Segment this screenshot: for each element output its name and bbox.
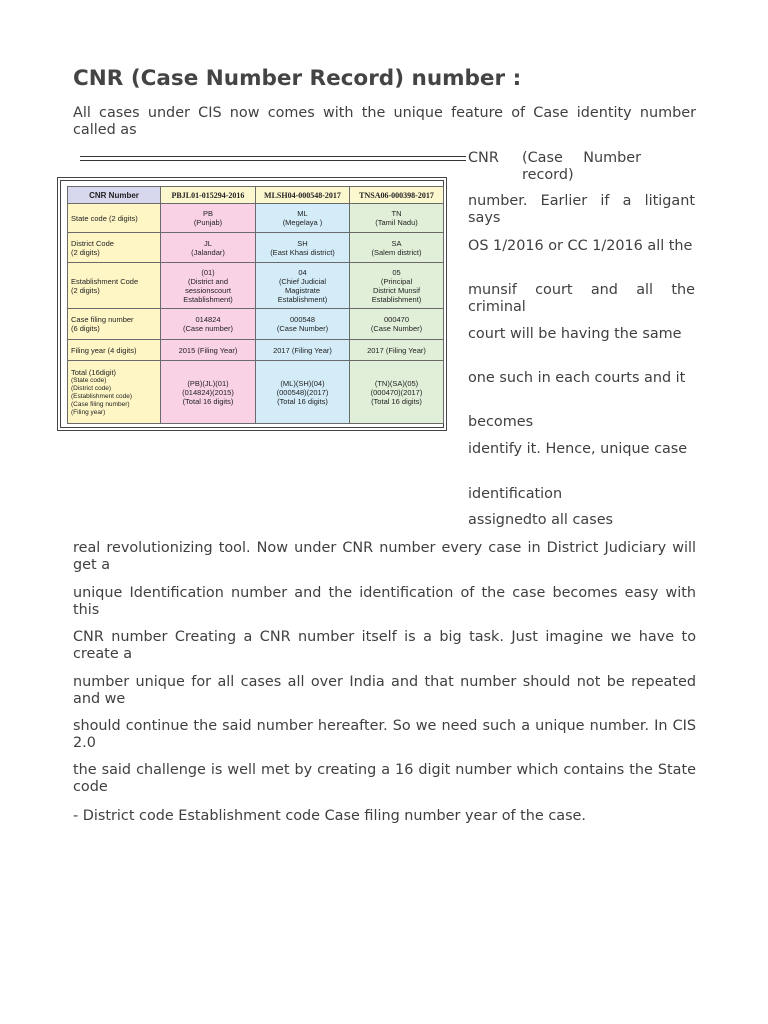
table-cell: 000548 (Case Number) [256, 309, 350, 340]
row-label-cell [68, 361, 161, 424]
body-paragraph: the said challenge is well met by creating a 16 digit number which contains the State code [73, 762, 696, 795]
table-cell: 014824 (Case number) [161, 309, 256, 340]
table-row [68, 204, 444, 233]
cnr-label: CNR [468, 150, 499, 166]
side-paragraph: one such in each courts and it [468, 370, 686, 386]
table-cell: (ML)(SH)(04) (000548)(2017) (Total 16 digits) [256, 361, 350, 424]
body-paragraph: - District code Establishment code Case filing number year of the case. [73, 808, 586, 824]
table-cell: 000470 (Case Number) [350, 309, 444, 340]
row-label: State code (2 digits) [68, 204, 161, 233]
table-cell: TN (Tamil Nadu) [350, 204, 444, 233]
table-row [68, 309, 444, 340]
side-paragraph: court will be having the same [468, 326, 682, 342]
table-row [68, 361, 444, 424]
table-cell: (TN)(SA)(05) (000470)(2017) (Total 16 digits) [350, 361, 444, 424]
table-header: CNR Number [68, 187, 161, 204]
body-paragraph: CNR number Creating a CNR number itself is a big task. Just imagine we have to create a [73, 629, 696, 662]
side-paragraph: munsif court and all the criminal [468, 282, 695, 315]
table-header: MLSH04-000548-2017 [256, 187, 350, 204]
body-paragraph: real revolutionizing tool. Now under CNR number every case in District Judiciary will get a [73, 540, 696, 573]
table-row [68, 233, 444, 263]
table-cell: (PB)(JL)(01) (014824)(2015) (Total 16 digits) [161, 361, 256, 424]
table-row [68, 340, 444, 361]
side-paragraph: identify it. Hence, unique case [468, 441, 688, 457]
side-paragraph: identification [468, 486, 563, 502]
side-paragraph: becomes [468, 414, 534, 430]
table-cell: ML (Megelaya ) [256, 204, 350, 233]
table-cell: 04 (Chief Judicial Magistrate Establishment) [256, 263, 350, 309]
row-sublabel: (State code) (District code) (Establishment code) (Case filing number) (Filing year) [71, 376, 133, 416]
table-cell: SA (Salem district) [350, 233, 444, 263]
table-cell: JL (Jalandar) [161, 233, 256, 263]
table-header: PBJL01-015294-2016 [161, 187, 256, 204]
body-paragraph: unique Identification number and the identification of the case becomes easy with this [73, 585, 696, 618]
side-paragraph: number. Earlier if a litigant says [468, 193, 695, 226]
body-paragraph: should continue the said number hereafter. So we need such a unique number. In CIS 2.0 [73, 718, 696, 751]
body-paragraph: number unique for all cases all over India and that number should not be repeated and we [73, 674, 696, 707]
divider-line [80, 156, 466, 157]
table-header: TNSA06-000398-2017 [350, 187, 444, 204]
row-label: Case filing number (6 digits) [68, 309, 161, 340]
table-cell: SH (East Khasi district) [256, 233, 350, 263]
table-cell: 2015 (Filing Year) [161, 340, 256, 361]
cnr-table-figure [57, 177, 447, 431]
cnr-paren-text: (Case Number record) [522, 150, 641, 183]
row-label: Establishment Code (2 digits) [68, 263, 161, 309]
row-label: Total (16digit) [71, 367, 117, 377]
side-paragraph: OS 1/2016 or CC 1/2016 all the [468, 238, 693, 254]
table-row [68, 263, 444, 309]
table-cell: (01) (District and sessionscourt Establishment) [161, 263, 256, 309]
table-cell: 2017 (Filing Year) [256, 340, 350, 361]
divider-line [80, 160, 466, 161]
table-header-row [68, 187, 444, 204]
row-label: Filing year (4 digits) [68, 340, 161, 361]
side-paragraph: assignedto all cases [468, 512, 614, 528]
cnr-table [67, 186, 444, 424]
table-cell: PB (Punjab) [161, 204, 256, 233]
row-label: District Code (2 digits) [68, 233, 161, 263]
intro-paragraph: All cases under CIS now comes with the unique feature of Case identity number called as [73, 105, 696, 138]
page-title: CNR (Case Number Record) number : [73, 66, 522, 91]
table-cell: 2017 (Filing Year) [350, 340, 444, 361]
table-cell: 05 (Principal District Munsif Establishment) [350, 263, 444, 309]
